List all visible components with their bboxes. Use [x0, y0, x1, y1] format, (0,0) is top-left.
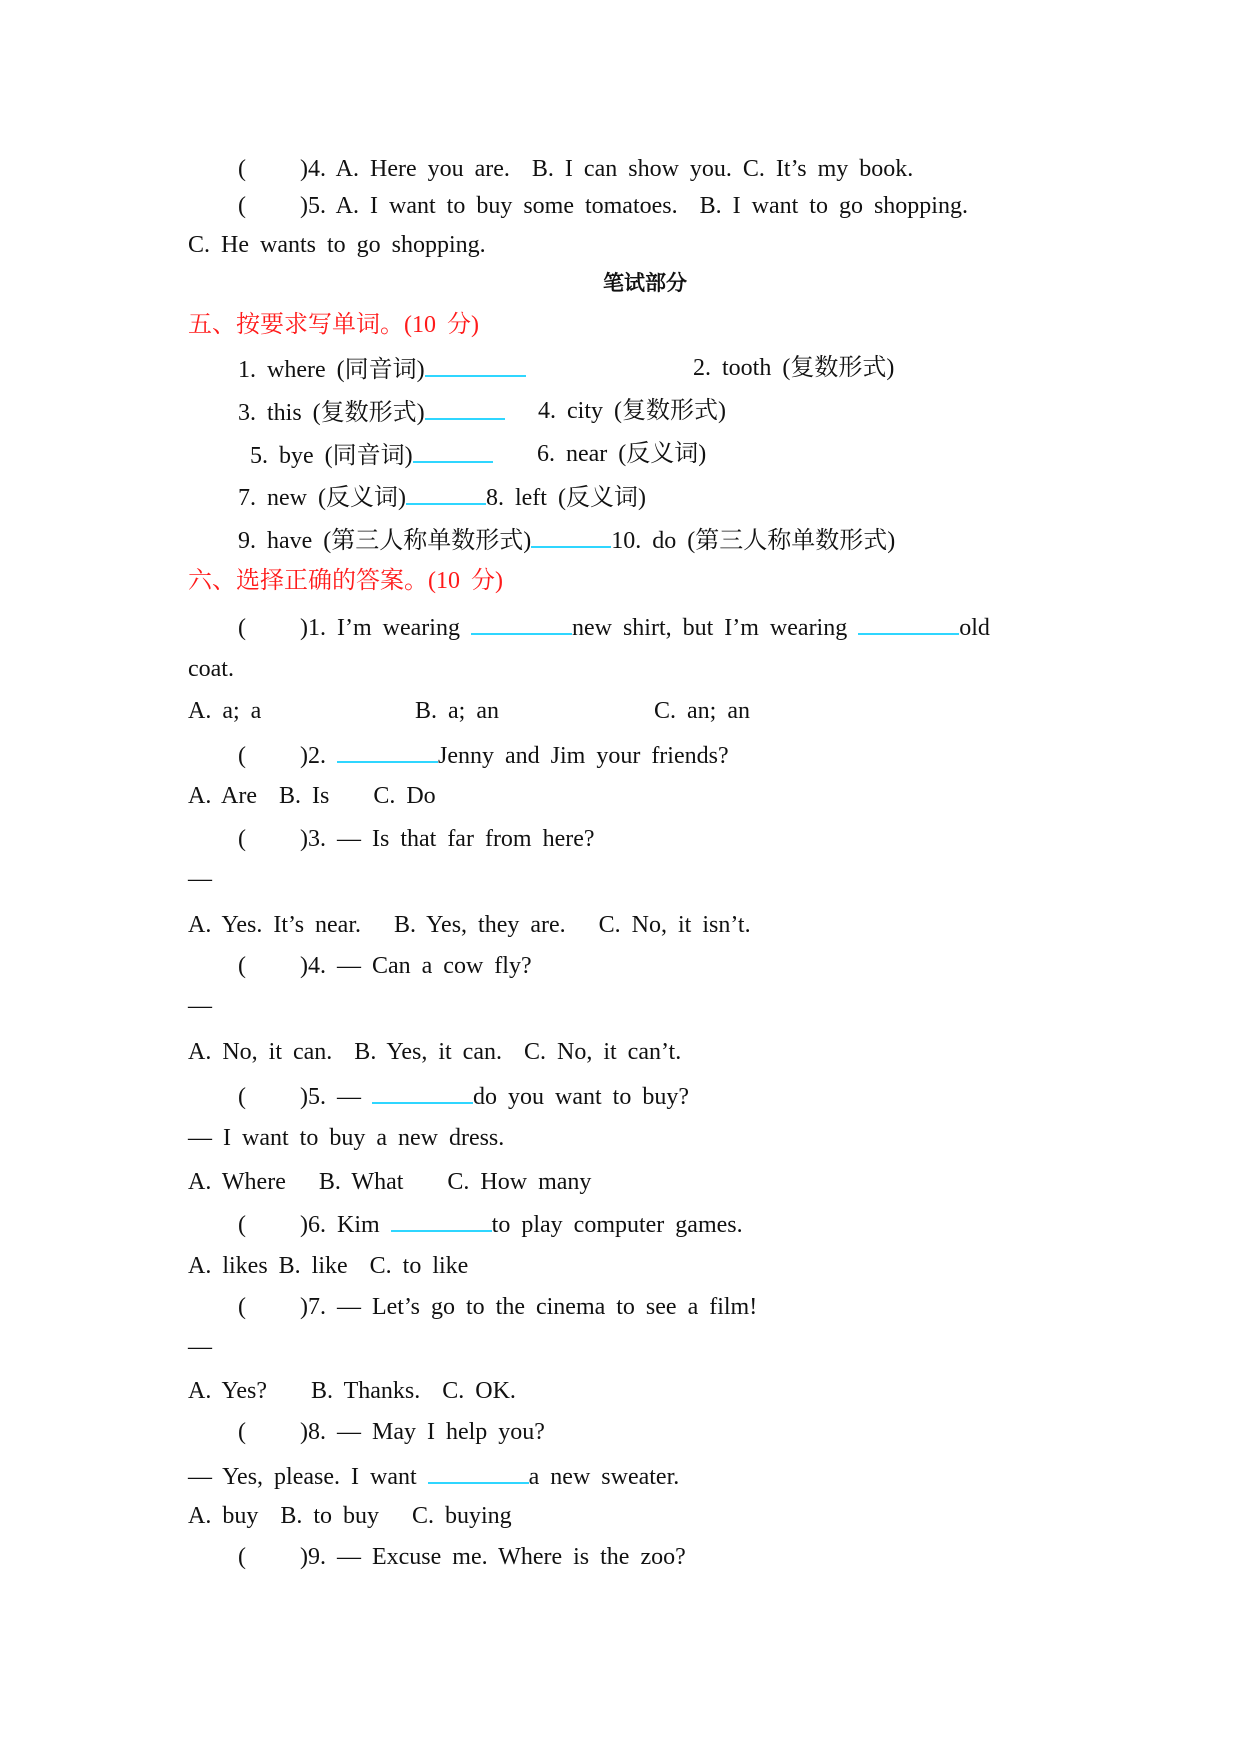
- text: — I want to buy a new dress.: [188, 1125, 505, 1151]
- answer-blank[interactable]: [372, 1080, 473, 1104]
- question-line: [238, 524, 895, 554]
- question-line: [238, 951, 532, 981]
- text: 五、按要求写单词。(10 分): [188, 312, 479, 338]
- text: 9. have (第三人称单数形式): [238, 528, 532, 554]
- text: )6. Kim: [300, 1212, 391, 1238]
- text: 7. new (反义词): [238, 485, 406, 511]
- question-line: [188, 696, 750, 726]
- text: (: [238, 743, 246, 769]
- question-line: [238, 1417, 545, 1447]
- text: (: [238, 1294, 246, 1320]
- text: )7. — Let’s go to the cinema to see a film!: [300, 1294, 758, 1320]
- text: (: [238, 156, 246, 182]
- text: 5. bye (同音词): [250, 443, 413, 469]
- text: 8. left (反义词): [485, 485, 646, 511]
- text: )5. —: [300, 1084, 372, 1110]
- section-heading: [188, 566, 503, 596]
- text: 笔试部分: [603, 271, 687, 295]
- question-line: [238, 1208, 743, 1238]
- text: 3. this (复数形式): [238, 400, 425, 426]
- text: —: [188, 993, 212, 1019]
- question-line: [238, 481, 646, 511]
- text: 4. city (复数形式): [538, 398, 726, 424]
- question-line: [238, 191, 968, 221]
- text: )5. A. I want to buy some tomatoes. B. I want to go shopping.: [300, 193, 968, 219]
- text: 10. do (第三人称单数形式): [611, 528, 896, 554]
- question-line: [238, 824, 595, 854]
- question-line: [188, 1460, 679, 1490]
- question-line: [238, 154, 913, 184]
- answer-blank[interactable]: [406, 481, 486, 505]
- answer-blank[interactable]: [425, 396, 505, 420]
- question-line: [238, 611, 990, 641]
- question-line: [188, 1167, 591, 1197]
- question-line: [188, 1376, 516, 1406]
- text: (: [238, 1084, 246, 1110]
- question-line: [238, 396, 726, 426]
- answer-blank[interactable]: [391, 1208, 492, 1232]
- question-line: [188, 1123, 504, 1153]
- question-line: [238, 739, 729, 769]
- text: A. Yes. It’s near. B. Yes, they are. C. No, it isn’t.: [188, 912, 751, 938]
- text: A. Where B. What C. How many: [188, 1169, 592, 1195]
- question-line: [188, 910, 751, 940]
- text: A. buy B. to buy C. buying: [188, 1503, 512, 1529]
- answer-blank[interactable]: [858, 611, 959, 635]
- text: )8. — May I help you?: [300, 1419, 545, 1445]
- text: )1. I’m wearing: [300, 615, 471, 641]
- answer-blank[interactable]: [425, 353, 526, 377]
- text: )9. — Excuse me. Where is the zoo?: [300, 1544, 686, 1570]
- text: 六、选择正确的答案。(10 分): [188, 568, 503, 594]
- text: 1. where (同音词): [238, 357, 425, 383]
- text: )4. — Can a cow fly?: [300, 953, 532, 979]
- text: Jenny and Jim your friends?: [438, 743, 729, 769]
- section-heading: [188, 310, 479, 340]
- answer-blank[interactable]: [413, 439, 493, 463]
- text: )2.: [300, 743, 337, 769]
- question-line: [238, 1542, 686, 1572]
- text: —: [188, 1334, 212, 1360]
- question-line: [188, 1037, 681, 1067]
- text: C. He wants to go shopping.: [188, 232, 486, 258]
- text: (: [238, 953, 246, 979]
- answer-blank[interactable]: [471, 611, 572, 635]
- text: )4. A. Here you are. B. I can show you. C. It’s my book.: [300, 156, 914, 182]
- question-line: [238, 353, 895, 383]
- text: C. an; an: [654, 698, 750, 724]
- text: A. Yes? B. Thanks. C. OK.: [188, 1378, 516, 1404]
- text: coat.: [188, 656, 234, 682]
- text: 6. near (反义词): [537, 441, 707, 467]
- text: do you want to buy?: [473, 1084, 689, 1110]
- text: A. a; a: [188, 698, 262, 724]
- question-line: [188, 230, 486, 260]
- text: new shirt, but I’m wearing: [571, 615, 859, 641]
- text: old: [959, 615, 990, 641]
- text: A. likes B. like C. to like: [188, 1253, 469, 1279]
- text: —: [188, 866, 212, 892]
- text: (: [238, 1544, 246, 1570]
- text: 2. tooth (复数形式): [693, 355, 895, 381]
- question-line: [188, 1251, 468, 1281]
- question-line: [188, 781, 436, 811]
- text: A. Are B. Is C. Do: [188, 783, 436, 809]
- question-line: [250, 439, 707, 469]
- text: (: [238, 1419, 246, 1445]
- text: — Yes, please. I want: [188, 1464, 428, 1490]
- question-line: [238, 1080, 689, 1110]
- text: A. No, it can. B. Yes, it can. C. No, it can’t.: [188, 1039, 682, 1065]
- question-line: [238, 1292, 757, 1322]
- question-line: [188, 654, 234, 684]
- section-title: [0, 268, 1241, 298]
- answer-blank[interactable]: [531, 524, 611, 548]
- question-line: [188, 1332, 212, 1362]
- answer-blank[interactable]: [337, 739, 438, 763]
- text: (: [238, 615, 246, 641]
- question-line: [188, 864, 212, 894]
- answer-blank[interactable]: [428, 1460, 529, 1484]
- text: B. a; an: [415, 698, 499, 724]
- text: to play computer games.: [491, 1212, 743, 1238]
- text: (: [238, 1212, 246, 1238]
- question-line: [188, 991, 212, 1021]
- question-line: [188, 1501, 512, 1531]
- text: (: [238, 193, 246, 219]
- text: )3. — Is that far from here?: [300, 826, 595, 852]
- text: (: [238, 826, 246, 852]
- text: a new sweater.: [528, 1464, 680, 1490]
